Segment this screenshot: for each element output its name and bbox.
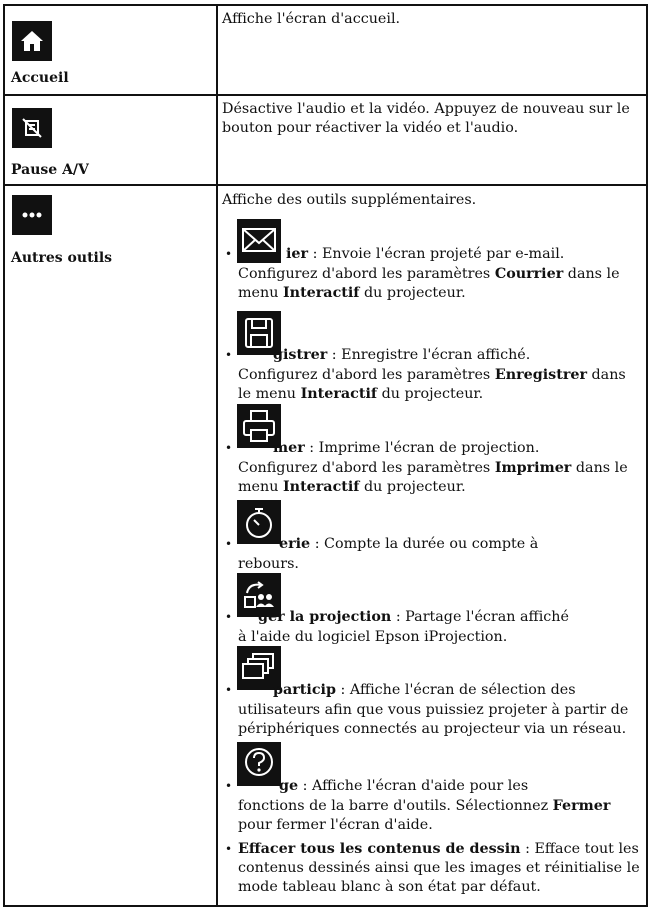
home-icon <box>12 21 52 61</box>
tool-desc: pour fermer l'écran d'aide. <box>238 817 433 833</box>
bullet: • <box>225 537 233 551</box>
tool-desc: : Enregistre l'écran affiché. <box>327 347 531 363</box>
row-name-pause-av: Pause A/V <box>11 162 89 178</box>
tool-desc: contenus dessinés ainsi que les images et réinitialise le <box>238 860 640 876</box>
tool-desc: dans <box>586 367 626 383</box>
row-name-accueil: Accueil <box>11 70 69 86</box>
row-desc-pause-av <box>222 100 652 138</box>
row-desc-accueil: Affiche l'écran d'accueil. <box>222 11 401 27</box>
tool-desc: utilisateurs afin que vous puissiez projeter à partir de <box>238 702 629 718</box>
tool-desc: Configurez d'abord les paramètres <box>238 460 495 476</box>
tool-desc: le menu <box>238 386 301 402</box>
tool-desc-bold: Courrier <box>494 266 564 282</box>
tool-name: Effacer tous les contenus de dessin <box>238 841 521 857</box>
tool-name: ier <box>286 246 309 262</box>
tool-desc: dans le <box>563 266 620 282</box>
tool-desc: Configurez d'abord les paramètres <box>238 266 495 282</box>
tool-name: ger la projection <box>258 609 392 625</box>
bullet: • <box>225 441 233 455</box>
tool-desc: : Affiche l'écran d'aide pour les <box>298 778 529 794</box>
row-divider <box>5 94 646 96</box>
tool-desc: du projecteur. <box>377 386 484 402</box>
column-divider <box>216 6 218 905</box>
row-name-autres-outils: Autres outils <box>11 250 113 266</box>
tool-desc-bold: Interactif <box>300 386 378 402</box>
row-divider <box>5 184 646 186</box>
bullet: • <box>225 779 233 793</box>
tool-desc-bold: Interactif <box>282 285 360 301</box>
tool-desc: : Partage l'écran affiché <box>391 609 569 625</box>
tool-desc: du projecteur. <box>359 479 466 495</box>
tool-desc: du projecteur. <box>359 285 466 301</box>
av-mute-icon <box>12 108 52 148</box>
desc-line: bouton pour réactiver la vidéo et l'audio. <box>222 120 519 136</box>
help-icon <box>237 742 281 786</box>
timer-icon <box>237 500 281 544</box>
tool-desc: : Efface tout les <box>520 841 639 857</box>
tool-desc-bold: Imprimer <box>494 460 572 476</box>
tool-desc-bold: Fermer <box>552 798 611 814</box>
tool-desc: dans le <box>571 460 628 476</box>
tools-table <box>3 4 648 907</box>
more-icon <box>12 195 52 235</box>
tool-name: erie <box>279 536 311 552</box>
bullet: • <box>225 683 233 697</box>
bullet: • <box>225 610 233 624</box>
tool-desc: à l'aide du logiciel Epson iProjection. <box>238 629 508 645</box>
mail-icon <box>237 219 281 263</box>
tool-name: ge <box>279 778 299 794</box>
tool-desc: : Imprime l'écran de projection. <box>304 440 540 456</box>
tool-desc: : Envoie l'écran projeté par e-mail. <box>308 246 565 262</box>
tool-desc: fonctions de la barre d'outils. Sélectionnez <box>238 798 553 814</box>
tool-desc: périphériques connectés au projecteur via un réseau. <box>238 721 627 737</box>
tool-desc-bold: Enregistrer <box>494 367 587 383</box>
bullet: • <box>225 247 233 261</box>
tool-name: mer <box>273 440 305 456</box>
tool-desc-bold: Interactif <box>282 479 360 495</box>
desc-line: Désactive l'audio et la vidéo. Appuyez de nouveau sur le <box>222 101 630 117</box>
tool-desc: : Compte la durée ou compte à <box>310 536 539 552</box>
tool-desc: rebours. <box>238 556 299 572</box>
bullet: • <box>225 348 233 362</box>
row-desc-autres-outils: Affiche des outils supplémentaires. <box>222 192 477 208</box>
tool-desc: mode tableau blanc à son état par défaut. <box>238 879 541 895</box>
tool-name: gistrer <box>273 347 328 363</box>
tool-desc: menu <box>238 285 283 301</box>
tool-desc: Configurez d'abord les paramètres <box>238 367 495 383</box>
tool-name: particip <box>273 682 336 698</box>
tool-desc: menu <box>238 479 283 495</box>
bullet: • <box>225 842 233 856</box>
tool-desc: : Affiche l'écran de sélection des <box>335 682 576 698</box>
